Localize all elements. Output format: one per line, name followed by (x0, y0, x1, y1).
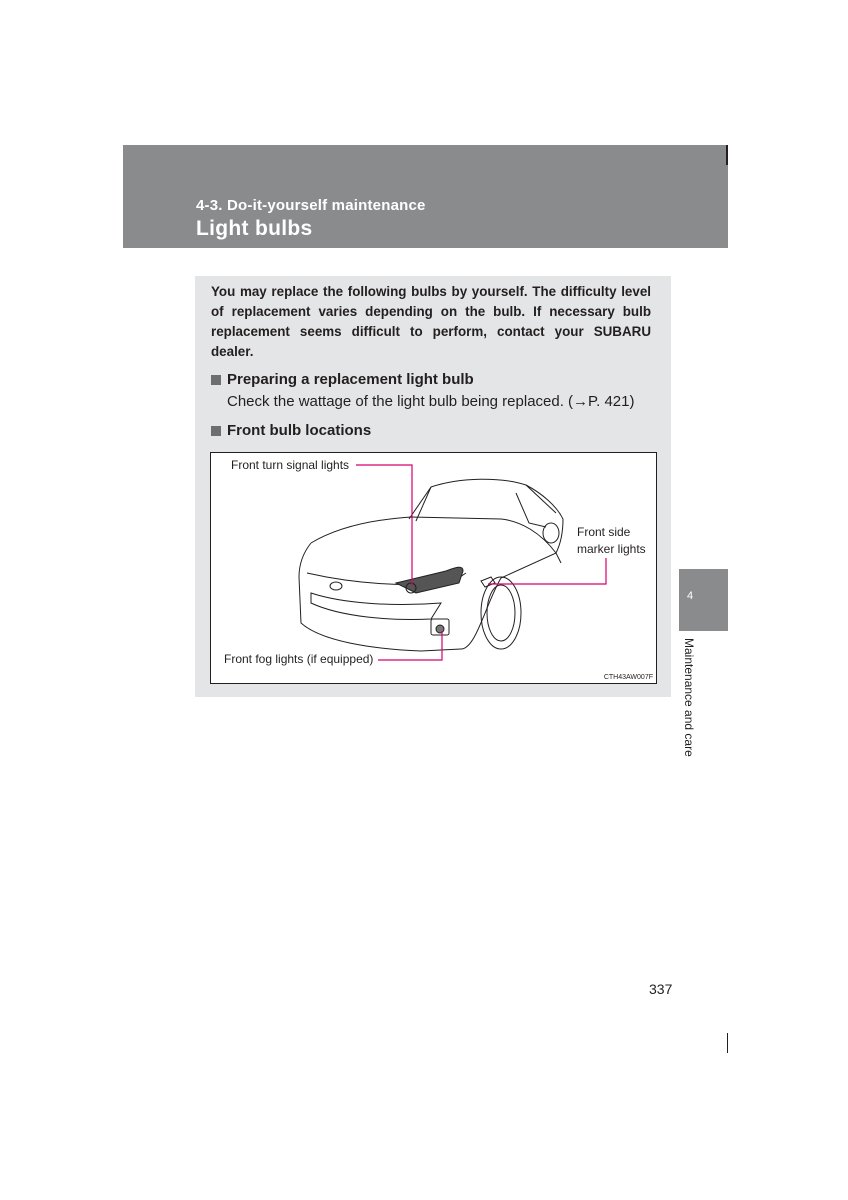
side-marker-leader (488, 558, 606, 584)
hood-line (311, 517, 556, 553)
intro-paragraph: You may replace the following bulbs by yourself. The difficulty level of replacement varies depending on the bulb. If necessary bulb replacement seems difficult to perform, contact your SUBARU dealer. (211, 284, 651, 359)
a-pillar (416, 487, 431, 521)
square-bullet-icon (211, 375, 221, 385)
lower-grille (311, 593, 441, 619)
car-illustration (211, 453, 656, 683)
page-title: Light bulbs (196, 217, 313, 240)
side-marker (481, 577, 495, 587)
fog-label: Front fog lights (if equipped) (224, 652, 374, 666)
rear-edge (556, 519, 563, 553)
bulb-location-figure (210, 452, 657, 684)
side-marker-label-1: Front side (577, 525, 631, 539)
car-outline (299, 479, 563, 651)
fender (461, 553, 561, 649)
subheading-locations-text: Front bulb locations (227, 422, 372, 439)
subheading-preparing-text: Preparing a replacement light bulb (227, 371, 474, 388)
page-number: 337 (649, 981, 673, 997)
figure-code: CTH43AW007F (603, 674, 653, 681)
badge (330, 582, 342, 590)
turn-signal-label: Front turn signal lights (231, 458, 350, 472)
subheading-locations (211, 422, 371, 439)
chapter-label: Maintenance and care (682, 638, 696, 757)
section-label: 4-3. Do-it-yourself maintenance (196, 197, 426, 214)
windshield (409, 479, 556, 519)
subheading-preparing (211, 371, 474, 388)
wattage-note: Check the wattage of the light bulb being replaced. (→P. 421) (227, 393, 635, 410)
mirror (543, 523, 559, 543)
fog-bulb (436, 625, 444, 633)
footer-crop-mark (727, 1033, 728, 1053)
square-bullet-icon (211, 426, 221, 436)
side-window (516, 493, 546, 527)
side-marker-label-2: marker lights (577, 542, 646, 556)
turn-signal-leader (356, 465, 412, 585)
header-crop-mark (726, 145, 728, 165)
chapter-number: 4 (687, 590, 694, 602)
front-wheel-inner (487, 585, 515, 641)
leader-lines (356, 465, 606, 660)
